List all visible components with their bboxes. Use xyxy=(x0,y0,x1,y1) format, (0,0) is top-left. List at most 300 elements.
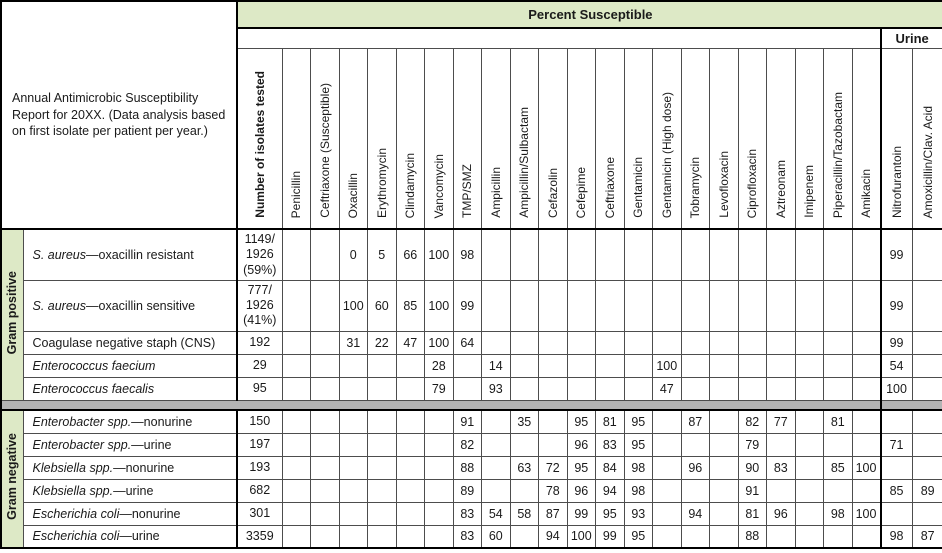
susceptibility-value: 87 xyxy=(912,525,942,548)
susceptibility-value xyxy=(795,479,824,502)
susceptibility-value xyxy=(453,354,482,377)
organism-name: Klebsiella spp.—urine xyxy=(23,479,237,502)
susceptibility-value xyxy=(482,456,511,479)
section-label-text: Gram positive xyxy=(5,270,19,354)
susceptibility-value xyxy=(368,525,397,548)
susceptibility-value xyxy=(539,410,568,433)
column-header-ampicillin xyxy=(482,48,511,229)
susceptibility-value xyxy=(824,280,853,331)
organism-name xyxy=(23,377,237,400)
susceptibility-value xyxy=(767,229,796,280)
susceptibility-value: 85 xyxy=(824,456,853,479)
susceptibility-value: 89 xyxy=(912,479,942,502)
susceptibility-value: 98 xyxy=(453,229,482,280)
column-header-label: Ampicillin xyxy=(488,167,503,218)
susceptibility-value xyxy=(912,410,942,433)
isolates-count: 3359 xyxy=(237,525,282,548)
column-header-label: Aztreonam xyxy=(773,159,788,218)
organism-name: S. aureus—oxacillin sensitive xyxy=(23,280,237,331)
susceptibility-value xyxy=(710,479,739,502)
susceptibility-value xyxy=(653,410,682,433)
isolates-header-label: Number of isolates tested xyxy=(252,71,267,218)
susceptibility-value: 100 xyxy=(425,280,454,331)
isolates-count: 192 xyxy=(237,331,282,354)
susceptibility-value: 66 xyxy=(396,229,425,280)
susceptibility-value xyxy=(738,280,767,331)
susceptibility-value xyxy=(596,354,625,377)
organism-row-enterococcus-faecalis xyxy=(1,377,942,400)
susceptibility-value xyxy=(567,229,596,280)
susceptibility-value xyxy=(681,280,710,331)
susceptibility-value: 99 xyxy=(453,280,482,331)
organism-row-enterobacter-spp-nonurine xyxy=(1,410,942,433)
susceptibility-value xyxy=(567,280,596,331)
susceptibility-value xyxy=(311,354,340,377)
susceptibility-value: 58 xyxy=(510,502,539,525)
susceptibility-value xyxy=(482,410,511,433)
isolates-count: 682 xyxy=(237,479,282,502)
susceptibility-value: 96 xyxy=(681,456,710,479)
susceptibility-value xyxy=(396,456,425,479)
organism-name-italic: Escherichia coli xyxy=(32,506,120,521)
susceptibility-value: 95 xyxy=(624,410,653,433)
susceptibility-value xyxy=(912,331,942,354)
organism-name: Escherichia coli—nonurine xyxy=(23,502,237,525)
susceptibility-value: 82 xyxy=(453,433,482,456)
susceptibility-value: 0 xyxy=(339,229,368,280)
organism-row-klebsiella-spp-urine xyxy=(1,479,942,502)
susceptibility-value xyxy=(653,280,682,331)
susceptibility-value: 100 xyxy=(653,354,682,377)
susceptibility-value xyxy=(653,502,682,525)
susceptibility-value xyxy=(795,525,824,548)
susceptibility-value xyxy=(311,433,340,456)
susceptibility-value xyxy=(653,331,682,354)
column-header-ciprofloxacin xyxy=(738,48,767,229)
organism-name: Enterobacter spp.—nonurine xyxy=(23,410,237,433)
susceptibility-value xyxy=(368,479,397,502)
susceptibility-value xyxy=(710,229,739,280)
susceptibility-value xyxy=(795,433,824,456)
susceptibility-value xyxy=(510,280,539,331)
susceptibility-value xyxy=(881,410,913,433)
susceptibility-value: 100 xyxy=(852,502,881,525)
susceptibility-value xyxy=(396,433,425,456)
susceptibility-value xyxy=(852,280,881,331)
susceptibility-value xyxy=(710,280,739,331)
susceptibility-value: 88 xyxy=(453,456,482,479)
susceptibility-value xyxy=(710,525,739,548)
susceptibility-value xyxy=(282,331,311,354)
susceptibility-value xyxy=(510,433,539,456)
column-header-piperacillin-tazobactam xyxy=(824,48,853,229)
susceptibility-value xyxy=(425,433,454,456)
isolates-count: 150 xyxy=(237,410,282,433)
section-label-gram-positive xyxy=(1,229,23,400)
susceptibility-value xyxy=(710,456,739,479)
susceptibility-value: 77 xyxy=(767,410,796,433)
susceptibility-value: 31 xyxy=(339,331,368,354)
section-separator-row xyxy=(1,400,942,410)
susceptibility-value xyxy=(339,410,368,433)
column-header-oxacillin xyxy=(339,48,368,229)
column-header-cefazolin xyxy=(539,48,568,229)
susceptibility-value xyxy=(767,433,796,456)
susceptibility-value xyxy=(425,479,454,502)
column-header-vancomycin xyxy=(425,48,454,229)
susceptibility-value xyxy=(596,280,625,331)
susceptibility-value: 60 xyxy=(482,525,511,548)
susceptibility-value xyxy=(852,229,881,280)
susceptibility-value xyxy=(425,502,454,525)
susceptibility-value: 83 xyxy=(767,456,796,479)
susceptibility-value xyxy=(311,377,340,400)
susceptibility-value xyxy=(824,331,853,354)
susceptibility-value: 89 xyxy=(453,479,482,502)
susceptibility-value xyxy=(482,280,511,331)
organism-name-italic: Enterobacter spp. xyxy=(32,437,132,452)
susceptibility-value xyxy=(795,280,824,331)
susceptibility-value: 100 xyxy=(567,525,596,548)
column-header-label: Tobramycin xyxy=(688,156,703,218)
susceptibility-value xyxy=(738,331,767,354)
susceptibility-value xyxy=(624,377,653,400)
susceptibility-value: 81 xyxy=(596,410,625,433)
susceptibility-value xyxy=(881,456,913,479)
organism-row-enterobacter-spp-urine xyxy=(1,433,942,456)
susceptibility-value: 60 xyxy=(368,280,397,331)
column-header-label: Penicillin xyxy=(289,170,304,218)
susceptibility-value: 100 xyxy=(881,377,913,400)
susceptibility-value xyxy=(282,479,311,502)
susceptibility-value xyxy=(396,410,425,433)
susceptibility-value: 91 xyxy=(738,479,767,502)
susceptibility-value xyxy=(795,502,824,525)
susceptibility-value xyxy=(539,433,568,456)
susceptibility-value: 96 xyxy=(567,479,596,502)
susceptibility-value xyxy=(653,525,682,548)
organism-name-italic: Klebsiella spp. xyxy=(32,460,114,475)
susceptibility-value xyxy=(567,354,596,377)
susceptibility-value xyxy=(339,354,368,377)
susceptibility-value xyxy=(339,525,368,548)
column-header-label: Gentamicin (High dose) xyxy=(659,91,674,218)
susceptibility-value: 95 xyxy=(596,502,625,525)
susceptibility-value xyxy=(596,229,625,280)
organism-row-klebsiella-spp-nonurine xyxy=(1,456,942,479)
susceptibility-value: 98 xyxy=(881,525,913,548)
section-label-text: Gram negative xyxy=(5,433,19,520)
susceptibility-value xyxy=(368,456,397,479)
susceptibility-value xyxy=(710,502,739,525)
susceptibility-value xyxy=(738,354,767,377)
susceptibility-value xyxy=(912,229,942,280)
susceptibility-value xyxy=(624,331,653,354)
susceptibility-value xyxy=(681,229,710,280)
susceptibility-value: 83 xyxy=(453,525,482,548)
susceptibility-value xyxy=(368,502,397,525)
susceptibility-value: 98 xyxy=(624,479,653,502)
susceptibility-value xyxy=(539,377,568,400)
susceptibility-value xyxy=(282,410,311,433)
susceptibility-value xyxy=(282,502,311,525)
susceptibility-value: 79 xyxy=(738,433,767,456)
susceptibility-value xyxy=(510,479,539,502)
susceptibility-value xyxy=(539,229,568,280)
column-header-label: Amikacin xyxy=(859,169,874,218)
organism-name-italic: Escherichia coli xyxy=(32,529,120,544)
susceptibility-value: 5 xyxy=(368,229,397,280)
susceptibility-value xyxy=(311,502,340,525)
column-header-label: Levofloxacin xyxy=(716,151,731,218)
susceptibility-value xyxy=(510,354,539,377)
susceptibility-value xyxy=(795,331,824,354)
organism-row-escherichia-coli-nonurine xyxy=(1,502,942,525)
column-header-label: Piperacillin/Tazobactam xyxy=(830,91,845,218)
susceptibility-value xyxy=(567,377,596,400)
susceptibility-value xyxy=(339,502,368,525)
susceptibility-value xyxy=(311,331,340,354)
susceptibility-value xyxy=(311,479,340,502)
susceptibility-value xyxy=(339,433,368,456)
susceptibility-value xyxy=(282,377,311,400)
column-header-ceftriaxone xyxy=(596,48,625,229)
susceptibility-value xyxy=(396,502,425,525)
susceptibility-value: 98 xyxy=(624,456,653,479)
susceptibility-value xyxy=(738,377,767,400)
susceptibility-value xyxy=(681,331,710,354)
susceptibility-value xyxy=(767,280,796,331)
susceptibility-value xyxy=(396,479,425,502)
susceptibility-value xyxy=(311,456,340,479)
organism-row-enterococcus-faecium xyxy=(1,354,942,377)
susceptibility-value xyxy=(425,456,454,479)
column-header-label: Clindamycin xyxy=(403,152,418,218)
susceptibility-value xyxy=(282,525,311,548)
susceptibility-value xyxy=(396,354,425,377)
urine-section-header: Urine xyxy=(881,28,942,48)
susceptibility-value xyxy=(852,525,881,548)
susceptibility-value xyxy=(653,456,682,479)
susceptibility-value: 96 xyxy=(767,502,796,525)
susceptibility-value: 85 xyxy=(396,280,425,331)
susceptibility-value: 94 xyxy=(539,525,568,548)
organism-row-s-aureus-oxacillin-sensitive xyxy=(1,280,942,331)
susceptibility-value xyxy=(482,479,511,502)
susceptibility-value xyxy=(824,377,853,400)
susceptibility-value xyxy=(710,354,739,377)
susceptibility-value xyxy=(453,377,482,400)
susceptibility-value: 99 xyxy=(881,229,913,280)
susceptibility-value: 95 xyxy=(624,525,653,548)
report-title: Annual Antimicrobic Susceptibility Report for 20XX. (Data analysis based on first isolate per patient per year.) xyxy=(1,1,237,229)
susceptibility-value xyxy=(339,456,368,479)
susceptibility-value xyxy=(795,354,824,377)
column-header-cefepime xyxy=(567,48,596,229)
susceptibility-value xyxy=(738,229,767,280)
susceptibility-value xyxy=(852,433,881,456)
column-header-label: Ceftriaxone xyxy=(602,156,617,218)
susceptibility-value xyxy=(482,331,511,354)
susceptibility-value xyxy=(824,229,853,280)
column-header-nitrofurantoin xyxy=(881,48,913,229)
susceptibility-value xyxy=(282,456,311,479)
organism-name-italic: Enterococcus faecium xyxy=(32,358,156,373)
susceptibility-value: 63 xyxy=(510,456,539,479)
susceptibility-value: 95 xyxy=(567,456,596,479)
susceptibility-value: 87 xyxy=(681,410,710,433)
organism-name xyxy=(23,354,237,377)
isolates-count: 301 xyxy=(237,502,282,525)
susceptibility-value xyxy=(653,433,682,456)
susceptibility-value xyxy=(681,354,710,377)
susceptibility-value xyxy=(912,280,942,331)
susceptibility-value: 94 xyxy=(596,479,625,502)
column-header-tobramycin xyxy=(681,48,710,229)
column-header-ampicillin-sulbactam xyxy=(510,48,539,229)
susceptibility-value: 83 xyxy=(596,433,625,456)
header-row-top xyxy=(1,1,942,28)
susceptibility-value xyxy=(852,410,881,433)
susceptibility-value xyxy=(311,410,340,433)
column-header-amikacin xyxy=(852,48,881,229)
column-header-gentamicin xyxy=(624,48,653,229)
susceptibility-value: 83 xyxy=(453,502,482,525)
susceptibility-value xyxy=(912,433,942,456)
susceptibility-value: 35 xyxy=(510,410,539,433)
susceptibility-value: 90 xyxy=(738,456,767,479)
susceptibility-value xyxy=(681,525,710,548)
susceptibility-value xyxy=(282,433,311,456)
column-header-amoxicillin-clav-acid xyxy=(912,48,942,229)
susceptibility-value: 100 xyxy=(339,280,368,331)
susceptibility-value xyxy=(567,331,596,354)
organism-name: S. aureus—oxacillin resistant xyxy=(23,229,237,280)
susceptibility-value: 100 xyxy=(425,331,454,354)
column-header-tmp-smz xyxy=(453,48,482,229)
susceptibility-value xyxy=(767,331,796,354)
column-header-label: Amoxicillin/Clav. Acid xyxy=(920,105,935,218)
column-header-label: Nitrofurantoin xyxy=(889,145,904,218)
column-header-label: Erythromycin xyxy=(374,147,389,218)
isolates-count: 193 xyxy=(237,456,282,479)
susceptibility-value xyxy=(852,331,881,354)
susceptibility-value xyxy=(653,229,682,280)
susceptibility-value xyxy=(282,229,311,280)
susceptibility-value: 99 xyxy=(881,280,913,331)
susceptibility-value: 71 xyxy=(881,433,913,456)
organism-row-s-aureus-oxacillin-resistant xyxy=(1,229,942,280)
column-header-label: Ciprofloxacin xyxy=(745,148,760,218)
column-header-ceftriaxone-susceptible xyxy=(311,48,340,229)
susceptibility-value: 95 xyxy=(567,410,596,433)
susceptibility-value xyxy=(510,331,539,354)
susceptibility-value xyxy=(396,525,425,548)
susceptibility-value xyxy=(852,377,881,400)
susceptibility-value xyxy=(795,410,824,433)
column-header-label: Ampicillin/Sulbactam xyxy=(517,107,532,218)
susceptibility-value xyxy=(311,229,340,280)
susceptibility-value: 99 xyxy=(567,502,596,525)
susceptibility-value: 47 xyxy=(396,331,425,354)
susceptibility-value: 98 xyxy=(824,502,853,525)
column-header-aztreonam xyxy=(767,48,796,229)
section-label-gram-negative xyxy=(1,410,23,548)
susceptibility-value xyxy=(912,354,942,377)
susceptibility-value xyxy=(282,354,311,377)
column-header-gentamicin-high-dose xyxy=(653,48,682,229)
organism-name: Klebsiella spp.—nonurine xyxy=(23,456,237,479)
susceptibility-value: 22 xyxy=(368,331,397,354)
column-header-levofloxacin xyxy=(710,48,739,229)
susceptibility-value: 100 xyxy=(425,229,454,280)
susceptibility-value: 72 xyxy=(539,456,568,479)
isolates-count: 197 xyxy=(237,433,282,456)
susceptibility-value: 99 xyxy=(881,331,913,354)
susceptibility-value xyxy=(510,229,539,280)
susceptibility-value: 79 xyxy=(425,377,454,400)
susceptibility-value xyxy=(510,525,539,548)
column-header-label: Imipenem xyxy=(802,165,817,218)
organism-name-italic: Klebsiella spp. xyxy=(32,483,114,498)
susceptibility-value xyxy=(824,433,853,456)
susceptibility-value xyxy=(624,280,653,331)
susceptibility-value xyxy=(311,525,340,548)
susceptibility-value xyxy=(710,433,739,456)
susceptibility-value xyxy=(425,410,454,433)
susceptibility-value: 87 xyxy=(539,502,568,525)
susceptibility-value: 91 xyxy=(453,410,482,433)
susceptibility-value xyxy=(710,331,739,354)
susceptibility-value xyxy=(339,377,368,400)
isolates-count: 95 xyxy=(237,377,282,400)
susceptibility-value xyxy=(795,377,824,400)
susceptibility-value: 81 xyxy=(824,410,853,433)
susceptibility-value xyxy=(510,377,539,400)
susceptibility-value xyxy=(912,456,942,479)
susceptibility-value xyxy=(624,229,653,280)
separator-cell-urine xyxy=(881,400,942,410)
susceptibility-value xyxy=(912,377,942,400)
susceptibility-value xyxy=(539,331,568,354)
separator-cell xyxy=(1,400,881,410)
column-header-imipenem xyxy=(795,48,824,229)
susceptibility-value: 78 xyxy=(539,479,568,502)
susceptibility-value: 100 xyxy=(852,456,881,479)
susceptibility-value: 81 xyxy=(738,502,767,525)
organism-row-escherichia-coli-urine xyxy=(1,525,942,548)
percent-susceptible-header: Percent Susceptible xyxy=(237,1,942,28)
column-header-label: Oxacillin xyxy=(346,172,361,218)
susceptibility-value: 54 xyxy=(482,502,511,525)
susceptibility-value xyxy=(824,479,853,502)
susceptibility-value: 14 xyxy=(482,354,511,377)
susceptibility-value: 82 xyxy=(738,410,767,433)
susceptibility-value xyxy=(824,354,853,377)
susceptibility-value xyxy=(368,377,397,400)
susceptibility-value xyxy=(767,354,796,377)
susceptibility-value xyxy=(681,377,710,400)
susceptibility-value xyxy=(912,502,942,525)
column-header-label: Gentamicin xyxy=(631,157,646,218)
susceptibility-value xyxy=(482,433,511,456)
isolates-count: 777/ 1926 (41%) xyxy=(237,280,282,331)
susceptibility-value: 64 xyxy=(453,331,482,354)
susceptibility-value xyxy=(710,377,739,400)
organism-name: Escherichia coli—urine xyxy=(23,525,237,548)
susceptibility-value xyxy=(852,479,881,502)
susceptibility-value xyxy=(795,229,824,280)
